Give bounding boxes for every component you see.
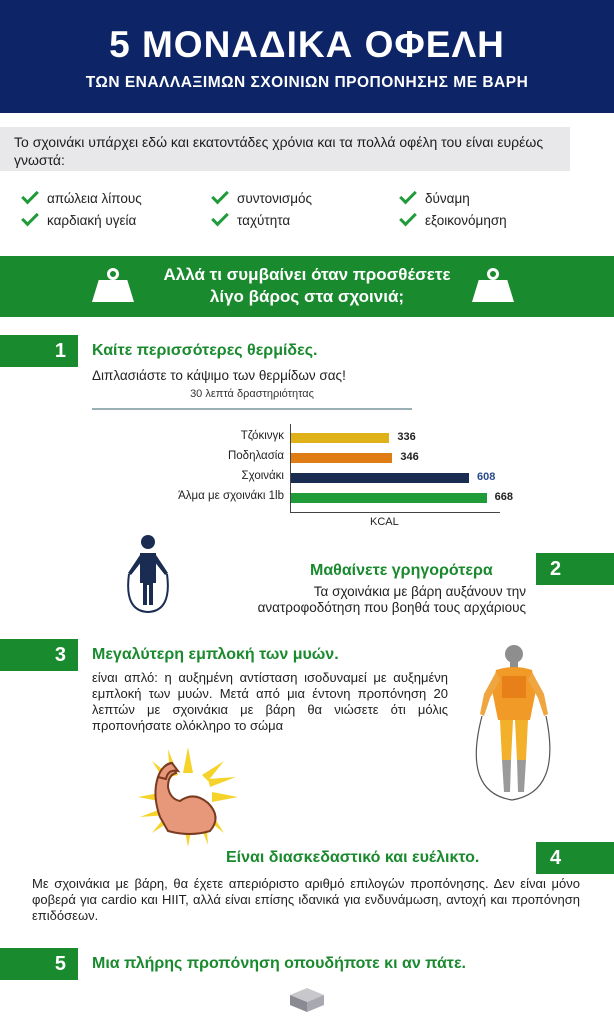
chart-category-label: Τζόκινγκ	[240, 430, 284, 442]
section-2-text: Τα σχοινάκια με βάρη αυξάνουν την ανατροφοδότηση που βοηθά τους αρχάριους	[257, 584, 526, 615]
section-4-title: Είναι διασκεδαστικό και ευέλικτο.	[226, 849, 480, 866]
chart-bar	[291, 433, 389, 443]
chart-bar	[291, 453, 392, 463]
band-line-1: Αλλά τι συμβαίνει όταν προσθέσετε	[163, 265, 451, 284]
section-4-text: Με σχοινάκια με βάρη, θα έχετε απεριόριστο αριθμό επιλογών προπόνησης. Δεν είναι μόνο φοβερά για cardio και HIIT, αλλά είναι επίσης ιδανικά για ενδυνάμωση, αντοχή και προπόνηση επιδόσεων.	[32, 876, 580, 923]
section-3-title: Μεγαλύτερη εμπλοκή των μυών.	[92, 646, 339, 663]
chart-title: 30 λεπτά δραστηριότητας	[190, 388, 314, 400]
muscle-anatomy-figure	[466, 642, 562, 808]
chart-x-label: KCAL	[370, 516, 399, 528]
section-number-5: 5	[0, 948, 78, 980]
chart-x-axis	[290, 512, 500, 513]
benefit-item: απώλεια λίπους	[22, 190, 142, 208]
check-icon	[399, 187, 417, 205]
chart-value-label: 608	[477, 471, 496, 483]
section-2-title: Μαθαίνετε γρηγορότερα	[310, 562, 493, 579]
page-title: 5 ΜΟΝΑΔΙΚΑ ΟΦΕΛΗ	[109, 24, 505, 65]
section-number-2: 2	[536, 553, 614, 585]
chart-value-label: 668	[494, 491, 513, 503]
chart-divider	[92, 408, 412, 410]
benefit-item: δύναμη	[400, 190, 470, 208]
chart-category-label: Άλμα με σχοινάκι 1lb	[178, 490, 284, 502]
chart-category-label: Ποδηλασία	[227, 450, 284, 462]
benefit-item: συντονισμός	[212, 190, 312, 208]
chart-value-label: 336	[397, 431, 416, 443]
header-banner	[0, 0, 614, 113]
check-icon	[21, 187, 39, 205]
check-icon	[211, 187, 229, 205]
section-3-text: είναι απλό: η αυξημένη αντίσταση ισοδυναμεί με αυξημένη εμπλοκή των μυών. Μετά από μια έντονη προπόνηση 20 λεπτών με σχοινάκια με βάρη θα νιώσετε ότι μόλις προπονήσατε ολόκληρο το σώμα	[92, 670, 448, 733]
question-band	[0, 256, 614, 317]
section-1-text: Διπλασιάστε το κάψιμο των θερμίδων σας!	[92, 368, 346, 383]
flexed-arm-icon	[138, 747, 238, 847]
jump-rope-person-icon	[120, 533, 176, 615]
section-number-1: 1	[0, 335, 78, 367]
benefit-item: ταχύτητα	[212, 212, 290, 230]
page-subtitle: ΤΩΝ ΕΝΑΛΛΑΞΙΜΩΝ ΣΧΟΙΝΙΩΝ ΠΡΟΠΟΝΗΣΗΣ ΜΕ ΒΑΡΗ	[85, 74, 529, 91]
chart-value-label: 346	[400, 451, 419, 463]
intro-text: Το σχοινάκι υπάρχει εδώ και εκατοντάδες χρόνια και τα πολλά οφέλη του είναι ευρέως γνωστά:	[0, 127, 570, 171]
check-icon	[399, 209, 417, 227]
benefit-item: καρδιακή υγεία	[22, 212, 136, 230]
check-icon	[211, 209, 229, 227]
band-line-2: λίγο βάρος στα σχοινιά;	[209, 287, 405, 306]
brand-logo-icon	[290, 988, 324, 1012]
section-1-title: Καίτε περισσότερες θερμίδες.	[92, 342, 318, 359]
section-5-title: Μια πλήρης προπόνηση οπουδήποτε κι αν πάτε.	[92, 955, 466, 972]
chart-bar	[291, 473, 469, 483]
chart-bar	[291, 493, 487, 503]
check-icon	[21, 209, 39, 227]
section-number-3: 3	[0, 639, 78, 671]
section-number-4: 4	[536, 842, 614, 874]
benefit-item: εξοικονόμηση	[400, 212, 507, 230]
chart-category-label: Σχοινάκι	[241, 470, 284, 482]
